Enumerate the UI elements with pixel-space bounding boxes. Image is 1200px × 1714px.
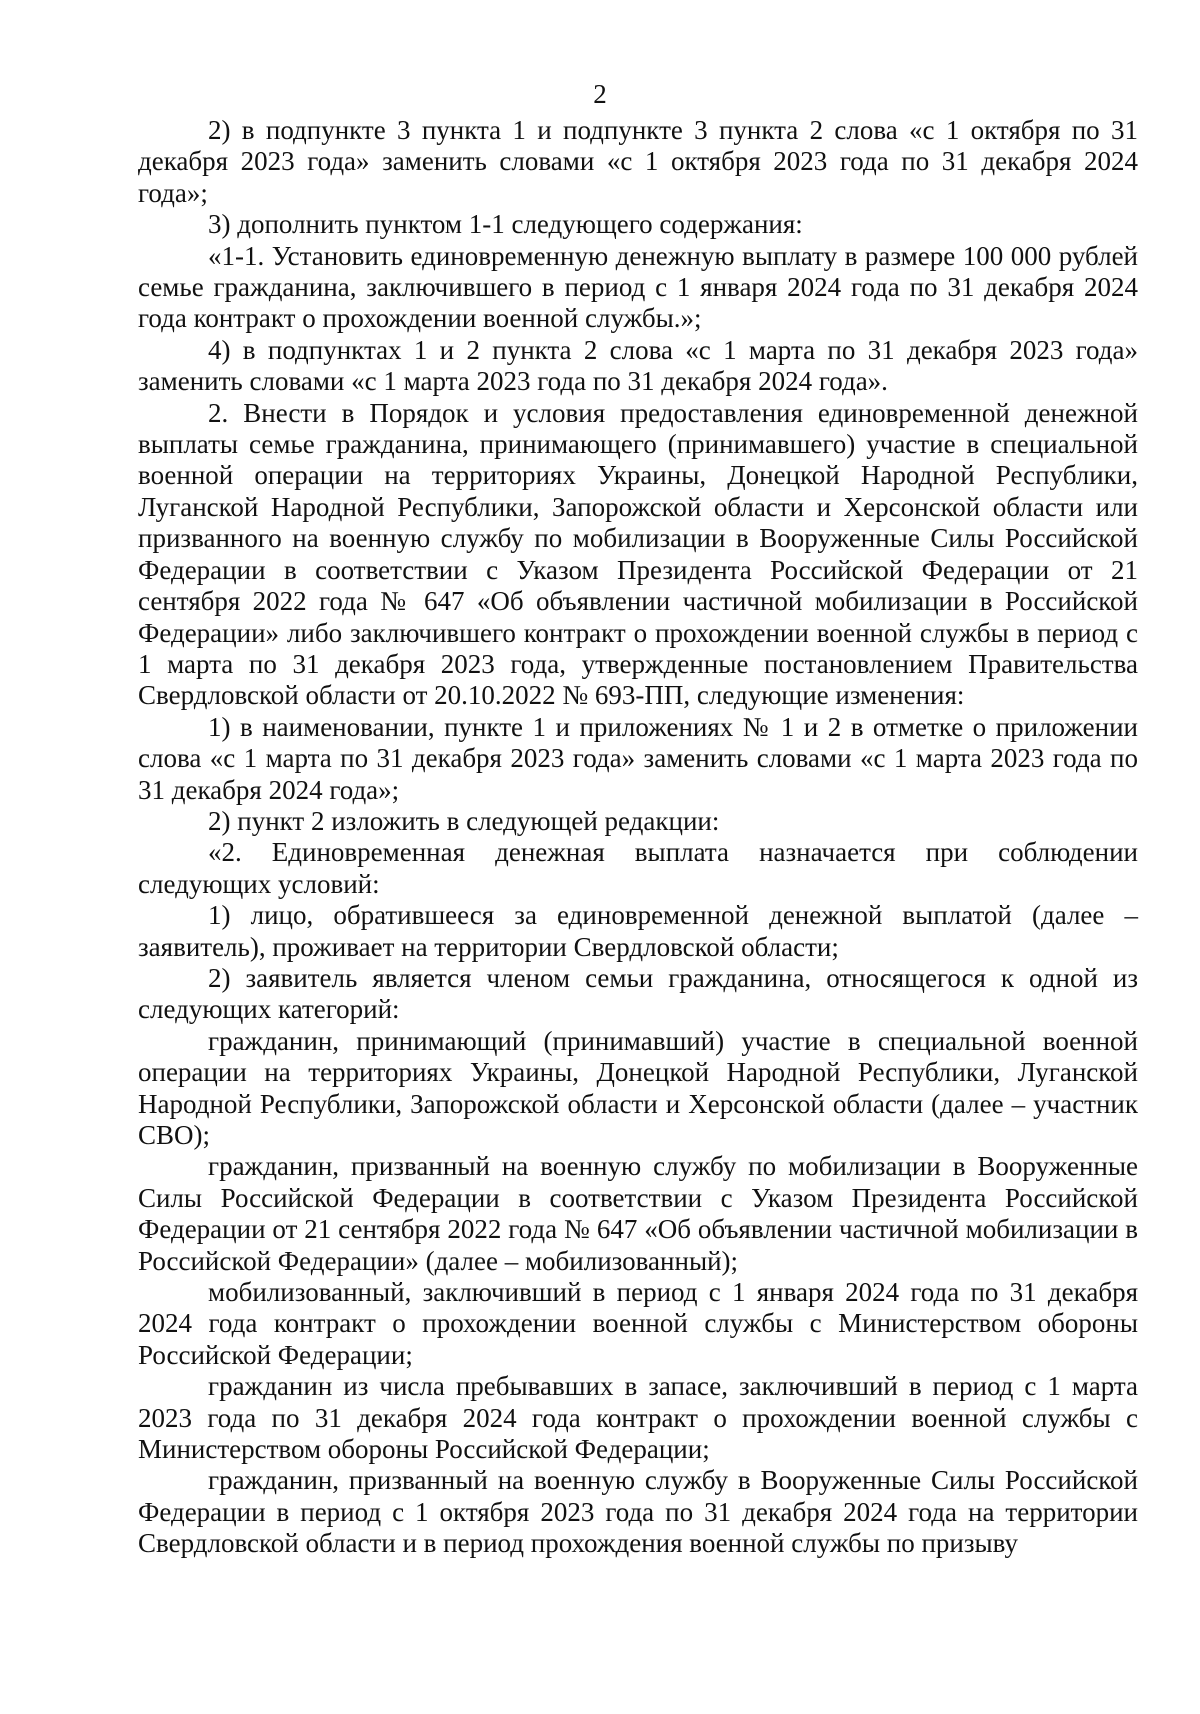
- paragraph-condition-2: 2) заявитель является членом семьи гражданина, относящегося к одной из следующих категорий:: [138, 962, 1138, 1025]
- document-body: [138, 115, 1138, 1560]
- paragraph-item-1-1-text: «1-1. Установить единовременную денежную выплату в размере 100 000 рублей семье гражданина, заключившего в период с 1 января 2024 года по 31 декабря 2024 года контракт о прохождении военной службы.»;: [138, 240, 1138, 334]
- paragraph-section-2-intro: 2. Внести в Порядок и условия предоставления единовременной денежной выплаты семье гражданина, принимающего (принимавшего) участие в специальной военной операции на территориях Украины, Донецкой Народной Республики, Луганской Народной Республики, Запорожской области и Херсонской области или призванного на военную службу по мобилизации в Вооруженные Силы Российской Федерации в соответствии с Указом Президента Российской Федерации от 21 сентября 2022 года № 647 «Об объявлении частичной мобилизации в Российской Федерации» либо заключившего контракт о прохождении военной службы в период с 1 марта по 31 декабря 2023 года, утвержденные постановлением Правительства Свердловской области от 20.10.2022 № 693-ПП, следующие изменения:: [138, 397, 1138, 711]
- paragraph-condition-1: 1) лицо, обратившееся за единовременной денежной выплатой (далее – заявитель), проживает на территории Свердловской области;: [138, 900, 1138, 962]
- paragraph-add-item-1-1: 3) дополнить пунктом 1-1 следующего содержания:: [208, 209, 803, 240]
- paragraph-item-2-restate: 2) пункт 2 изложить в следующей редакции:: [208, 805, 720, 836]
- paragraph-item-2-conditions: «2. Единовременная денежная выплата назначается при соблюдении следующих условий:: [138, 837, 1138, 899]
- paragraph-category-mobilized: гражданин, призванный на военную службу по мобилизации в Вооруженные Силы Российской Федерации в соответствии с Указом Президента Российской Федерации от 21 сентября 2022 года № 647 «Об объявлении частичной мобилизации в Российской Федерации» (далее – мобилизованный);: [138, 1151, 1138, 1276]
- paragraph-category-conscript: гражданин, призванный на военную службу в Вооруженные Силы Российской Федерации в период с 1 октября 2023 года по 31 декабря 2024 года на территории Свердловской области и в период прохождения военной службы по призыву: [138, 1465, 1138, 1559]
- page-number: 2: [593, 79, 607, 109]
- paragraph-category-reserve-contract: гражданин из числа пребывавших в запасе, заключивший в период с 1 марта 2023 года по 31 декабря 2024 года контракт о прохождении военной службы с Министерством обороны Российской Федерации;: [138, 1371, 1138, 1465]
- paragraph-category-mobilized-contract: мобилизованный, заключивший в период с 1 января 2024 года по 31 декабря 2024 года контракт о прохождении военной службы с Министерством обороны Российской Федерации;: [138, 1277, 1138, 1370]
- paragraph-amend-subitems-1-2: 4) в подпунктах 1 и 2 пункта 2 слова «с 1 марта по 31 декабря 2023 года» заменить словами «с 1 марта 2023 года по 31 декабря 2024 года».: [138, 334, 1138, 397]
- paragraph-amend-subitem-3: 2) в подпункте 3 пункта 1 и подпункте 3 пункта 2 слова «с 1 октября по 31 декабря 2023 года» заменить словами «с 1 октября 2023 года по 31 декабря 2024 года»;: [138, 115, 1138, 208]
- paragraph-amend-title: 1) в наименовании, пункте 1 и приложениях № 1 и 2 в отметке о приложении слова «с 1 марта по 31 декабря 2023 года» заменить словами «с 1 марта 2023 года по 31 декабря 2024 года»;: [138, 711, 1138, 805]
- paragraph-category-svo-participant: гражданин, принимающий (принимавший) участие в специальной военной операции на территориях Украины, Донецкой Народной Республики, Луганской Народной Республики, Запорожской области и Херсонской области (далее – участник СВО);: [138, 1025, 1138, 1150]
